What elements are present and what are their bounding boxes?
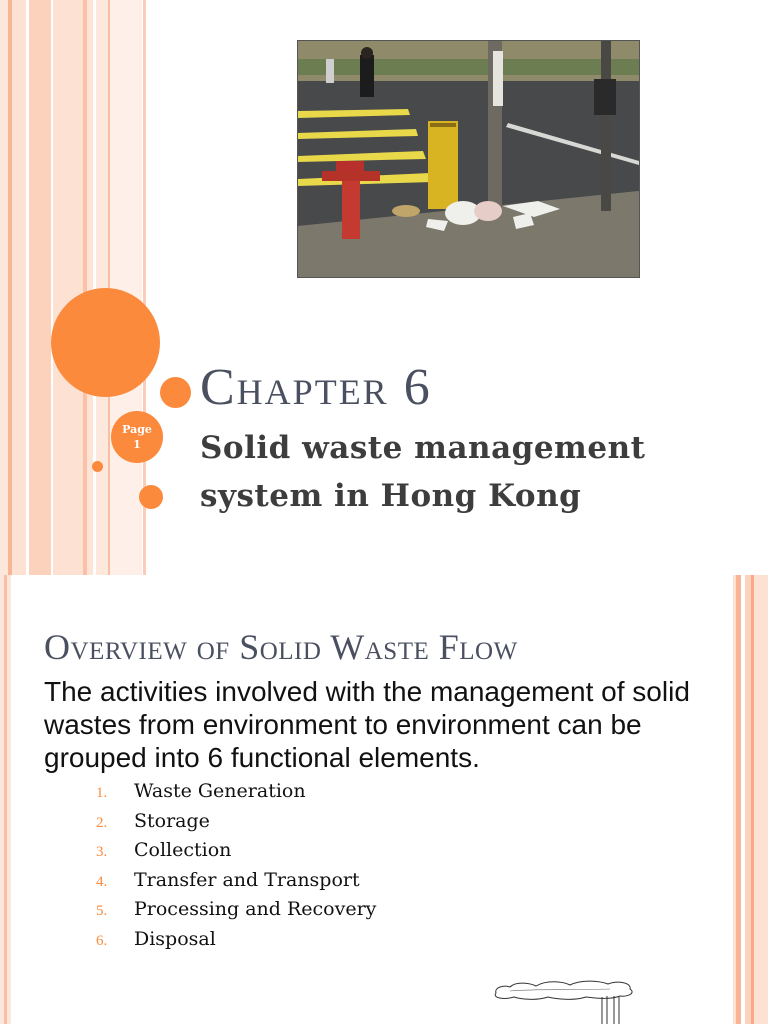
decorative-circle-medium-2	[139, 485, 163, 509]
decorative-circle-medium	[160, 377, 191, 408]
functional-elements-list	[96, 780, 376, 957]
page-badge-label: Page	[122, 423, 152, 436]
list-item-number: 1.	[96, 785, 108, 801]
street-litter-photo	[297, 40, 640, 278]
overview-intro-text: The activities involved with the management of solid wastes from environment to environment can be grouped into 6 functional elements.	[44, 676, 690, 773]
list-item-number: 6.	[96, 932, 108, 949]
list-item-label: Transfer and Transport	[134, 868, 360, 891]
page-number-badge	[111, 411, 163, 463]
list-item-label: Processing and Recovery	[134, 898, 377, 920]
list-item-number: 5.	[96, 903, 108, 919]
list-item-number: 3.	[96, 844, 108, 860]
list-item	[96, 780, 376, 810]
list-item-label: Waste Generation	[134, 780, 306, 802]
list-item	[96, 898, 376, 928]
page-badge-number: 1	[133, 438, 141, 451]
decorative-stripes-left	[0, 0, 150, 575]
chapter-title: Chapter 6	[200, 359, 432, 416]
smokestack-sketch-icon	[490, 975, 640, 1024]
list-item-label: Storage	[134, 809, 210, 832]
decorative-circle-small	[92, 461, 103, 472]
chapter-subtitle: Solid waste management system in Hong Kong	[200, 430, 646, 514]
list-item	[96, 928, 376, 958]
list-item	[96, 869, 376, 899]
list-item-label: Collection	[134, 839, 232, 861]
street-litter-photo-icon	[298, 41, 639, 277]
list-item-number: 2.	[96, 814, 108, 831]
slide-overview	[0, 575, 768, 1024]
overview-title: Overview of Solid Waste Flow	[44, 627, 518, 667]
list-item	[96, 810, 376, 840]
list-item-label: Disposal	[134, 927, 216, 950]
decorative-circle-large	[51, 288, 160, 397]
list-item-number: 4.	[96, 873, 108, 890]
list-item	[96, 839, 376, 869]
